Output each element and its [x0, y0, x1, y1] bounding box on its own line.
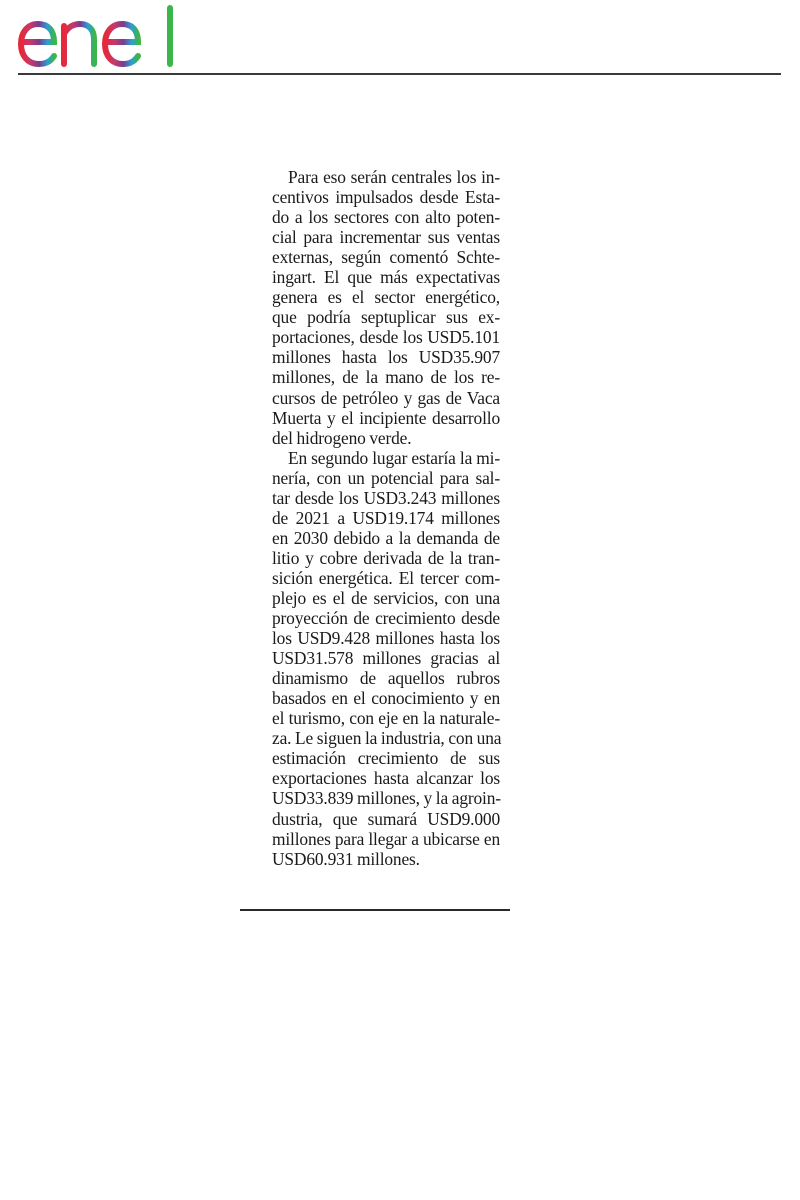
text-line: de 2021 a USD19.174 millones: [272, 507, 500, 528]
text-line: millones, de la mano de los re-: [272, 367, 500, 388]
text-line: del hidrogeno verde.: [272, 427, 412, 448]
text-line: nería, con un potencial para sal-: [272, 467, 500, 488]
text-line: do a los sectores con alto poten-: [272, 207, 500, 228]
text-line: litio y cobre derivada de la tran-: [272, 547, 500, 568]
text-line: USD31.578 millones gracias al: [272, 648, 500, 669]
text-line: dinamismo de aquellos rubros: [272, 668, 500, 689]
text-line: proyección de crecimiento desde: [272, 608, 500, 629]
text-line: el turismo, con eje en la naturale-: [272, 708, 500, 729]
text-line: exportaciones hasta alcanzar los: [272, 768, 500, 789]
text-line: millones para llegar a ubicarse en: [272, 828, 500, 849]
text-line: cial para incrementar sus ventas: [272, 227, 500, 248]
article-end-divider: [240, 909, 510, 911]
text-line: cursos de petróleo y gas de Vaca: [272, 387, 500, 408]
article-paragraph-2: [256, 448, 500, 869]
article-body: [256, 167, 500, 869]
text-line: millones hasta los USD35.907: [272, 347, 500, 368]
text-line: USD33.839 millones, y la agroin-: [272, 788, 501, 809]
header-divider: [18, 73, 781, 75]
text-line: sición energética. El tercer com-: [272, 567, 500, 588]
text-line: estimación crecimiento de sus: [272, 748, 500, 769]
text-line: los USD9.428 millones hasta los: [272, 628, 500, 649]
header: [0, 0, 800, 76]
text-line: Muerta y el incipiente desarrollo: [272, 407, 500, 428]
text-line: USD60.931 millones.: [272, 848, 420, 869]
text-line: genera es el sector energético,: [272, 287, 500, 308]
text-line: portaciones, desde los USD5.101: [272, 327, 500, 348]
text-line: que podría septuplicar sus ex-: [272, 307, 500, 328]
text-line: dustria, que sumará USD9.000: [272, 808, 500, 829]
text-line: Para eso serán centrales los in-: [288, 167, 500, 187]
text-line: en 2030 debido a la demanda de: [272, 527, 500, 548]
article-paragraph-1: [256, 167, 500, 448]
text-line: externas, según comentó Schte-: [272, 247, 500, 268]
text-line: basados en el conocimiento y en: [272, 688, 500, 709]
text-line: En segundo lugar estaría la mi-: [288, 447, 500, 468]
text-line: tar desde los USD3.243 millones: [272, 487, 500, 508]
text-line: za. Le siguen la industria, con una: [272, 728, 502, 749]
text-line: ingart. El que más expectativas: [272, 267, 500, 288]
text-line: plejo es el de servicios, con una: [272, 587, 500, 608]
text-line: centivos impulsados desde Esta-: [272, 187, 500, 208]
enel-logo: [14, 2, 184, 68]
